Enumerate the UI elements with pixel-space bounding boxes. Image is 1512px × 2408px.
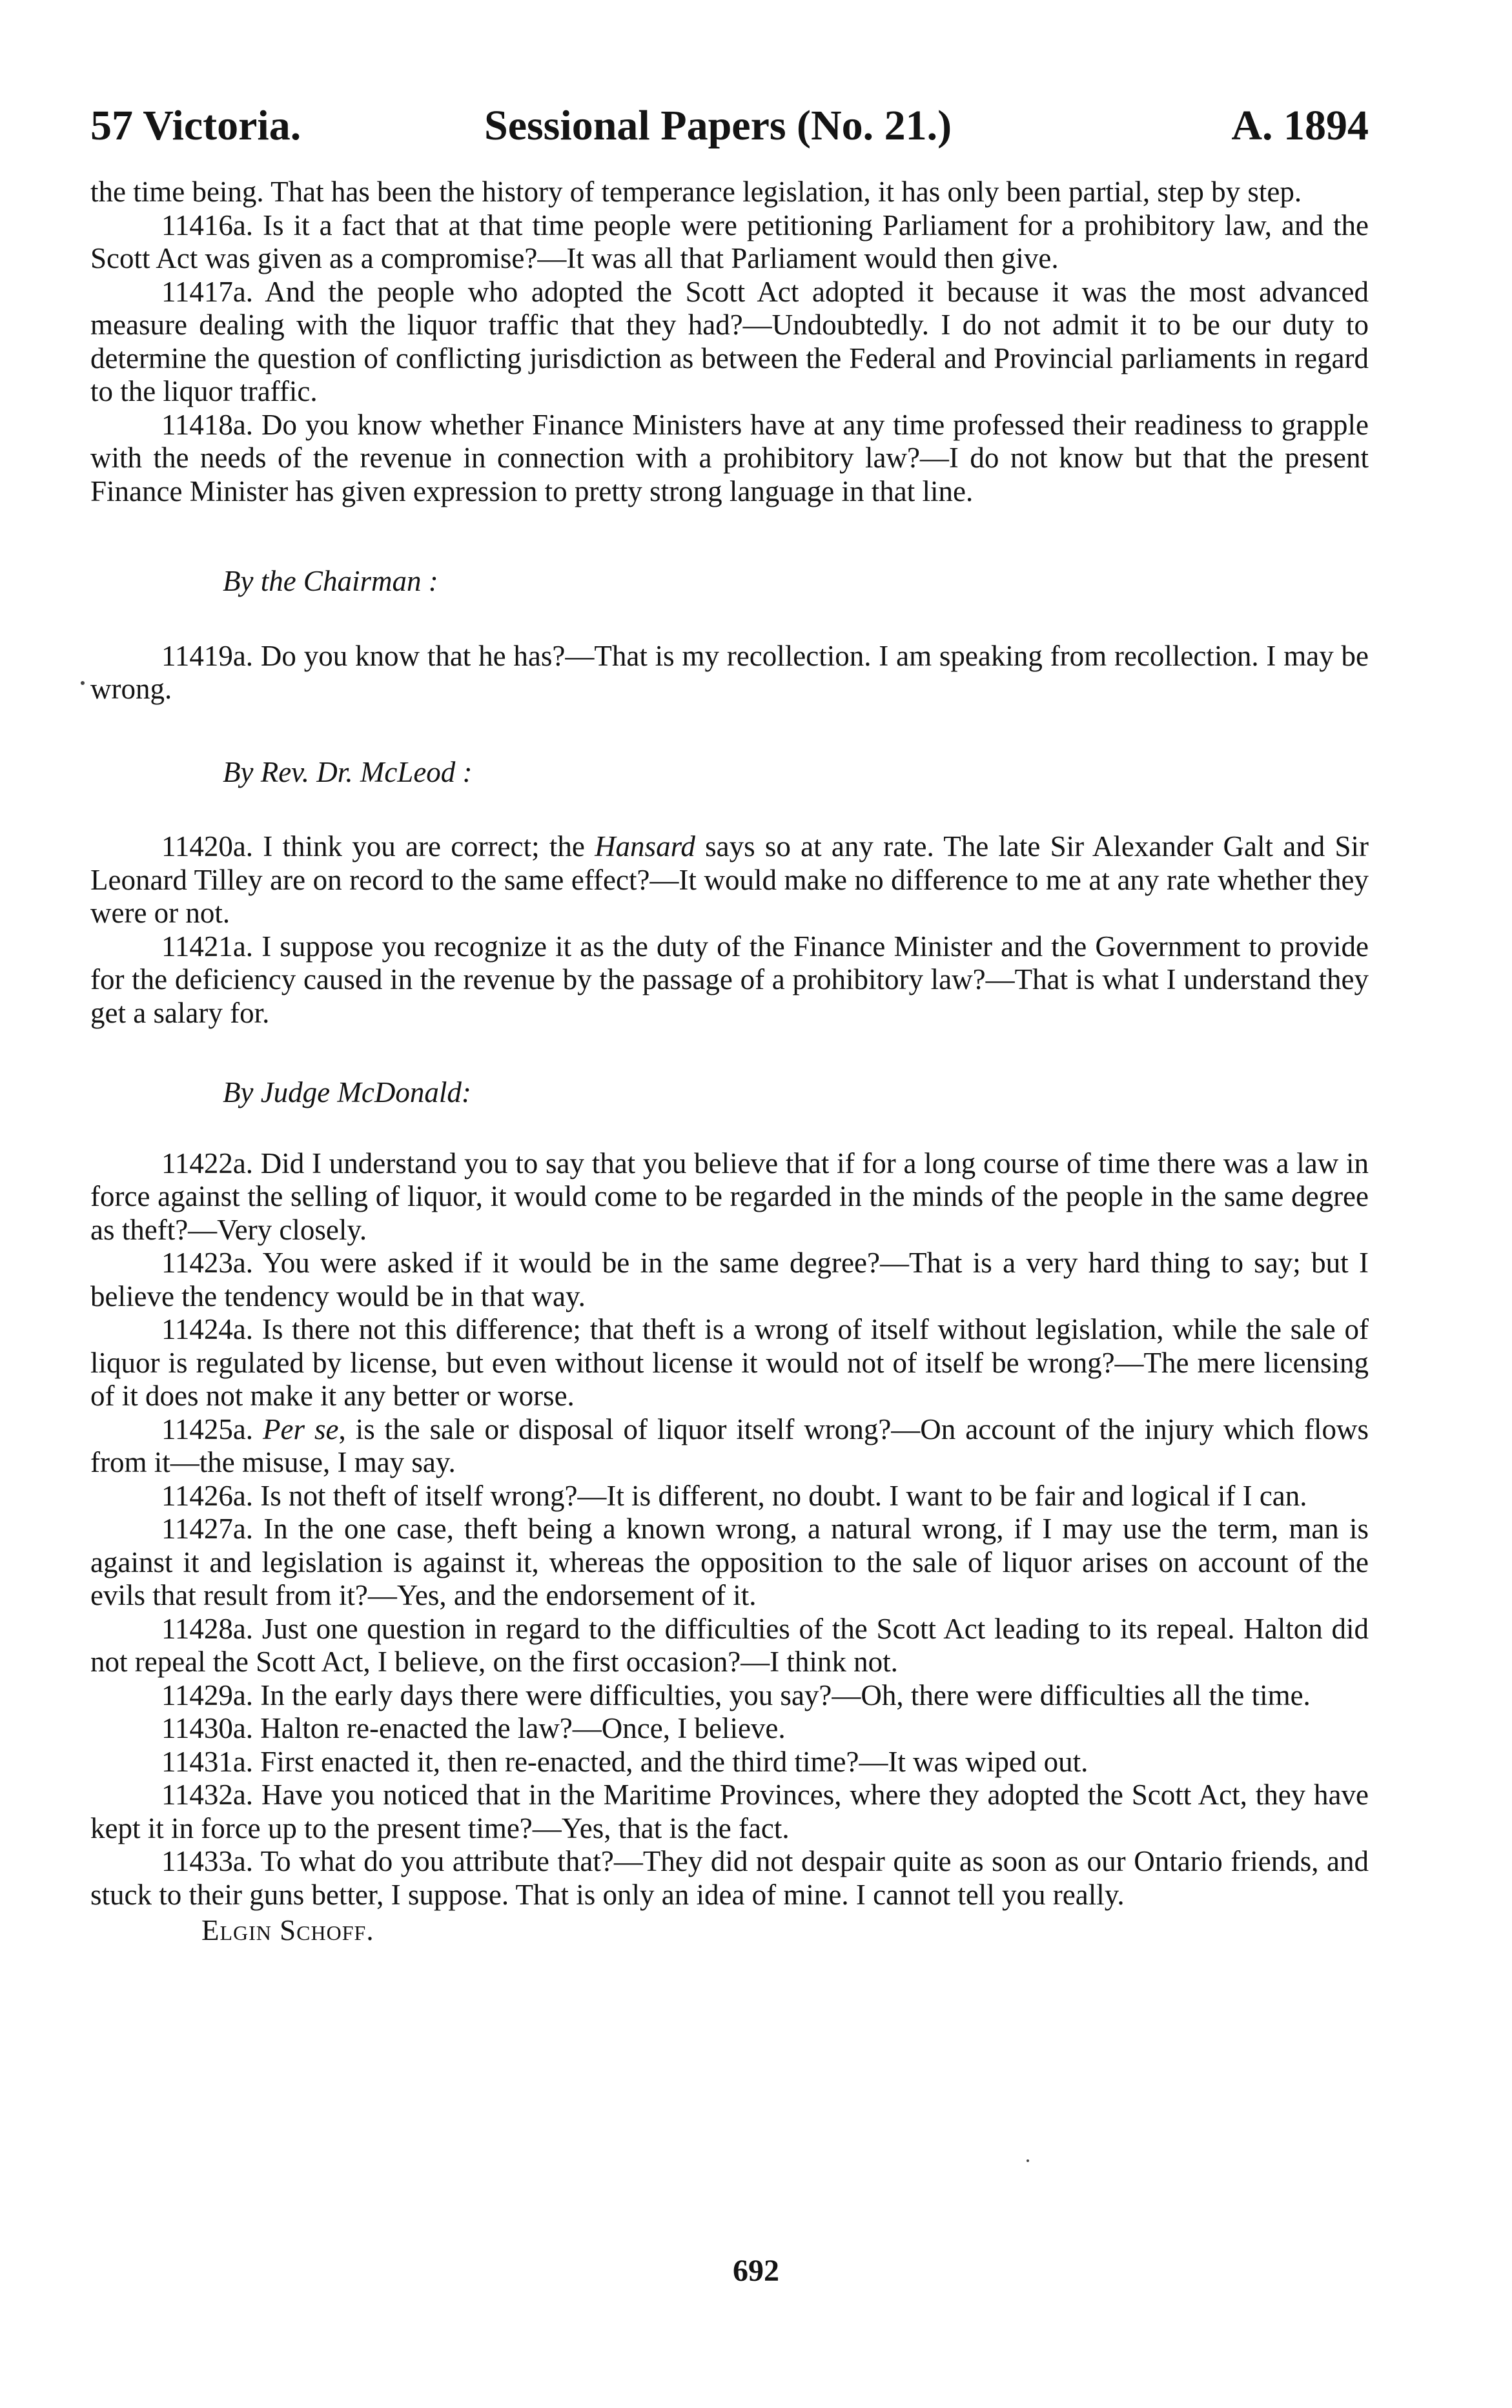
section-heading-mcleod: By Rev. Dr. McLeod : [223, 755, 473, 788]
question-paragraph: 11430a. Halton re-enacted the law?—Once, I believe. [161, 1712, 786, 1744]
paragraph-text: 11425a. [161, 1413, 263, 1445]
scan-speck [81, 681, 85, 685]
question-paragraph: 11428a. Just one question in regard to the difficulties of the Scott Act leading to its repeal. Halton did not repeal the Scott Act, I believe, on the first occasion?—I think not. [90, 1612, 1369, 1678]
paragraph-text: , is the sale or disposal of liquor itself wrong?—On account of the injury which flows from it—the misuse, I may say. [90, 1413, 1369, 1478]
paragraph-text: says so at any rate. The late Sir Alexander Galt and Sir Leonard Tilley are on record to the same effect?—It would make no difference to me at any rate whether they were or not. [90, 830, 1369, 929]
paragraph-continued: the time being. That has been the history of temperance legislation, it has only been partial, step by step. [90, 176, 1302, 208]
question-paragraph: 11427a. In the one case, theft being a known wrong, a natural wrong, if I may use the term, man is against it and legislation is against it, whereas the opposition to the sale of liquor arises on account of the evils that result from it?—Yes, and the endorsement of it. [90, 1513, 1369, 1611]
italic-term: Per se [263, 1413, 339, 1445]
question-paragraph: 11433a. To what do you attribute that?—They did not despair quite as soon as our Ontario friends, and stuck to their guns better, I suppose. That is only an idea of mine. I cannot tell you really. [90, 1845, 1369, 1911]
question-paragraph: 11416a. Is it a fact that at that time people were petitioning Parliament for a prohibitory law, and the Scott Act was given as a compromise?—It was all that Parliament would then give. [90, 209, 1369, 274]
scan-speck [1027, 2159, 1029, 2162]
question-paragraph: 11422a. Did I understand you to say that you believe that if for a long course of time there was a law in force against the selling of liquor, it would come to be regarded in the minds of the people in the same degree as theft?—Very closely. [90, 1147, 1369, 1246]
question-paragraph: 11419a. Do you know that he has?—That is my recollection. I am speaking from recollection. I may be wrong. [90, 639, 1369, 705]
running-head-title: Sessional Papers (No. 21.) [484, 102, 952, 149]
question-paragraph [90, 830, 1369, 930]
question-paragraph: 11417a. And the people who adopted the Scott Act adopted it because it was the most advanced measure dealing with the liquor traffic that they had?—Undoubtedly. I do not admit it to be our duty to determine the question of conflicting jurisdiction as between the Federal and Provincial parliaments in regard to the liquor traffic. [90, 275, 1369, 407]
running-head [90, 97, 1369, 155]
question-paragraph: 11432a. Have you noticed that in the Maritime Provinces, where they adopted the Scott Act, they have kept it in force up to the present time?—Yes, that is the fact. [90, 1779, 1369, 1844]
running-head-volume: 57 Victoria. [90, 102, 301, 149]
question-paragraph: 11418a. Do you know whether Finance Ministers have at any time professed their readiness to grapple with the needs of the revenue in connection with a prohibitory law?—I do not know but that the present Finance Minister has given expression to pretty strong language in that line. [90, 408, 1369, 507]
body-text [90, 176, 1369, 1948]
question-paragraph: 11429a. In the early days there were difficulties, you say?—Oh, there were difficulties all the time. [161, 1678, 1311, 1711]
question-paragraph: 11424a. Is there not this difference; that theft is a wrong of itself without legislation, while the sale of liquor is regulated by license, but even without license it would not of itself be wrong?—The mere licensing of it does not make it any better or worse. [90, 1313, 1369, 1412]
paragraph-text: 11420a. I think you are correct; the [161, 830, 595, 862]
question-paragraph: 11423a. You were asked if it would be in the same degree?—That is a very hard thing to say; but I believe the tendency would be in that way. [90, 1247, 1369, 1312]
question-paragraph: 11431a. First enacted it, then re-enacted, and the third time?—It was wiped out. [161, 1745, 1088, 1778]
question-paragraph [90, 1413, 1369, 1480]
italic-term: Hansard [595, 830, 695, 862]
page-number: 692 [733, 2254, 779, 2288]
question-paragraph: 11426a. Is not theft of itself wrong?—It is different, no doubt. I want to be fair and logical if I can. [161, 1479, 1307, 1512]
section-heading-mcdonald: By Judge McDonald: [223, 1076, 471, 1108]
running-head-year: A. 1894 [1231, 102, 1369, 149]
witness-signature: Elgin Schoff. [201, 1914, 374, 1946]
question-paragraph: 11421a. I suppose you recognize it as the duty of the Finance Minister and the Government to provide for the deficiency caused in the revenue by the passage of a prohibitory law?—That is what I understand they get a salary for. [90, 930, 1369, 1029]
section-heading-chairman: By the Chairman : [223, 565, 438, 597]
